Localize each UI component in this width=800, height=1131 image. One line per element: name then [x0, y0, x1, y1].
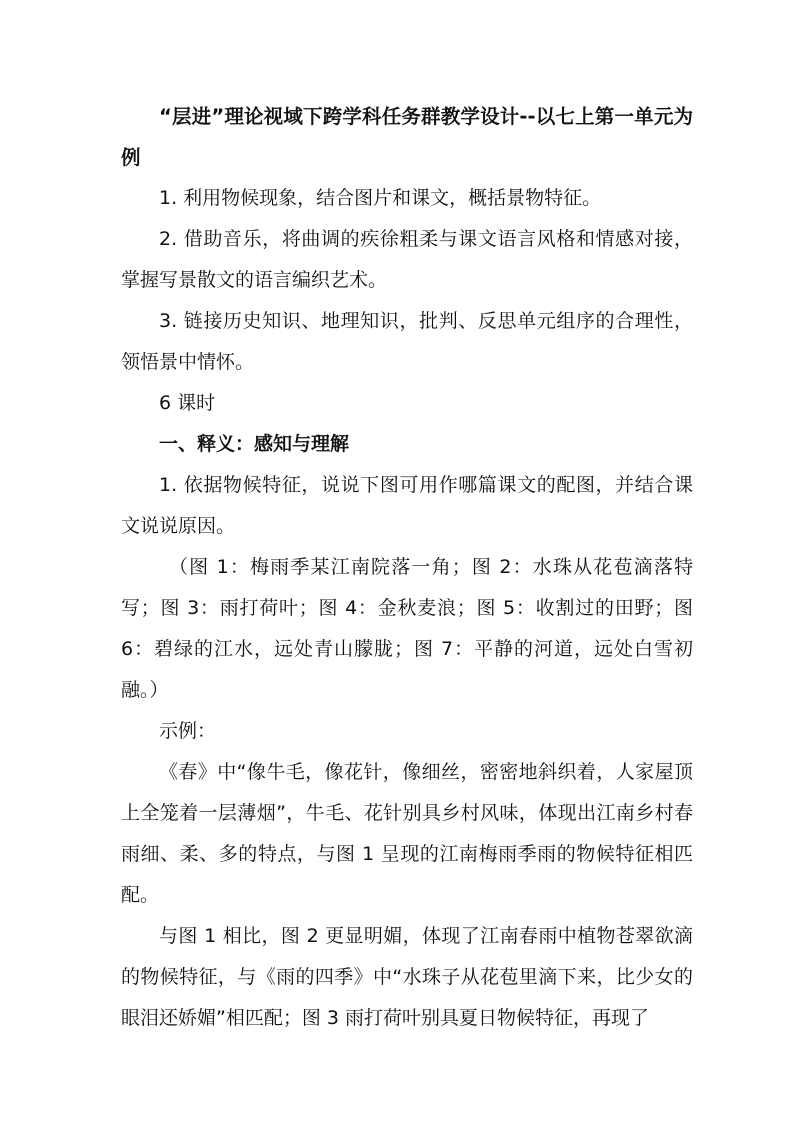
- section-heading: 一、释义：感知与理解: [159, 433, 350, 455]
- example-paragraph-2: 与图 1 相比，图 2 更显明媚，体现了江南春雨中植物苍翠欲滴的物候特征，与《雨的四季》中“水珠子从花苞里滴下来，比少女的眼泪还娇媚”相匹配；图 3 雨打荷叶别具夏日物候特征，再现了: [121, 925, 693, 1029]
- objective-2: 2. 借助音乐，将曲调的疾徐粗柔与课文语言风格和情感对接，掌握写景散文的语言编织艺术。: [121, 228, 693, 291]
- class-hours: 6 课时: [159, 392, 216, 414]
- example-paragraph-1: 《春》中“像牛毛，像花针，像细丝，密密地斜织着，人家屋顶上全笼着一层薄烟”，牛毛、花针别具乡村风味，体现出江南乡村春雨细、柔、多的特点，与图 1 呈现的江南梅雨季雨的物候特征相匹配。: [121, 761, 693, 906]
- objective-3: 3. 链接历史知识、地理知识，批判、反思单元组序的合理性，领悟景中情怀。: [121, 310, 693, 373]
- example-label: 示例：: [159, 720, 217, 742]
- task-1: 1. 依据物候特征，说说下图可用作哪篇课文的配图，并结合课文说说原因。: [121, 474, 693, 537]
- objective-1: 1. 利用物候现象，结合图片和课文，概括景物特征。: [159, 187, 602, 209]
- document-title: “层进”理论视域下跨学科任务群教学设计--以七上第一单元为例: [121, 105, 693, 169]
- document-page: [121, 96, 693, 1039]
- figure-list: （图 1：梅雨季某江南院落一角；图 2：水珠从花苞滴落特写；图 3：雨打荷叶；图 4：金秋麦浪；图 5：收割过的田野；图 6：碧绿的江水，远处青山朦胧；图 7：平静的河道，远处白雪初融。）: [121, 556, 693, 701]
